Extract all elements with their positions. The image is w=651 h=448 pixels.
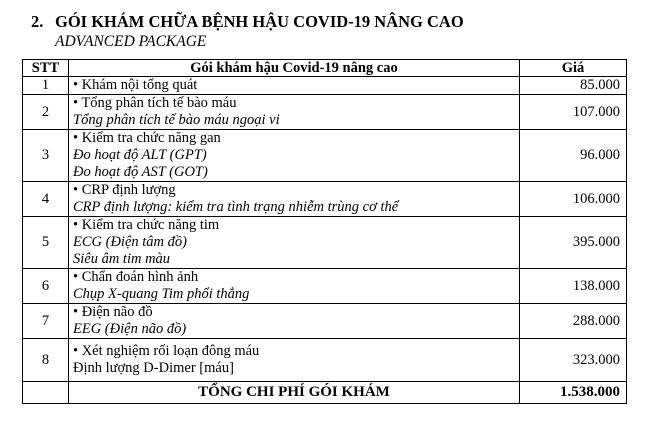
table-row <box>23 304 627 339</box>
row-stt: 7 <box>23 304 69 339</box>
table-row <box>23 269 627 304</box>
row-price: 323.000 <box>520 339 627 382</box>
section-heading <box>31 12 464 32</box>
row-item-title: • Chẩn đoán hình ảnh <box>73 269 199 285</box>
row-stt: 2 <box>23 95 69 130</box>
row-item-detail: ECG (Điện tâm đồ) <box>73 234 187 250</box>
row-stt: 1 <box>23 77 69 95</box>
row-item-title: • Điện não đồ <box>73 304 153 320</box>
table-row <box>23 217 627 269</box>
row-stt: 6 <box>23 269 69 304</box>
row-item-detail: CRP định lượng: kiểm tra tình trạng nhiễm trùng cơ thể <box>73 199 399 215</box>
table-row <box>23 95 627 130</box>
table-body <box>23 77 627 382</box>
row-stt: 5 <box>23 217 69 269</box>
row-item-title: • CRP định lượng <box>73 182 176 198</box>
row-item-title: • Kiểm tra chức năng gan <box>73 130 221 146</box>
table-row <box>23 130 627 182</box>
section-number: 2. <box>31 12 44 31</box>
section-title: GÓI KHÁM CHỮA BỆNH HẬU COVID-19 NÂNG CAO <box>55 12 464 31</box>
row-item-title: • Tổng phân tích tế bào máu <box>73 95 237 111</box>
row-item-title: • Kiểm tra chức năng tim <box>73 217 220 233</box>
row-item-title: • Khám nội tổng quát <box>73 77 198 93</box>
header-stt: STT <box>23 60 69 77</box>
row-item-detail: Đo hoạt độ ALT (GPT) <box>73 147 207 163</box>
table-row <box>23 77 627 95</box>
row-price: 288.000 <box>520 304 627 339</box>
row-description <box>69 182 520 217</box>
row-description <box>69 95 520 130</box>
row-description <box>69 217 520 269</box>
row-price: 106.000 <box>520 182 627 217</box>
row-stt: 4 <box>23 182 69 217</box>
row-description <box>69 130 520 182</box>
row-description <box>69 304 520 339</box>
section-subtitle: ADVANCED PACKAGE <box>55 33 207 50</box>
row-item-detail: EEG (Điện não đồ) <box>73 321 187 337</box>
row-item-detail: Định lượng D-Dimer [máu] <box>73 360 234 376</box>
row-stt: 3 <box>23 130 69 182</box>
header-package: Gói khám hậu Covid-19 nâng cao <box>69 60 520 77</box>
table-row <box>23 182 627 217</box>
row-description <box>69 339 520 382</box>
total-value: 1.538.000 <box>520 382 627 404</box>
row-price: 96.000 <box>520 130 627 182</box>
row-item-detail: Tổng phân tích tế bào máu ngoại vi <box>73 112 280 128</box>
row-item-title: • Xét nghiệm rối loạn đông máu <box>73 343 260 359</box>
row-price: 138.000 <box>520 269 627 304</box>
row-item-detail: Chụp X-quang Tim phổi thẳng <box>73 286 250 302</box>
row-price: 107.000 <box>520 95 627 130</box>
header-price: Giá <box>520 60 627 77</box>
total-row <box>23 382 627 404</box>
package-price-table <box>22 59 627 404</box>
row-item-detail: Đo hoạt độ AST (GOT) <box>73 164 208 180</box>
table-row <box>23 339 627 382</box>
row-description <box>69 269 520 304</box>
row-stt: 8 <box>23 339 69 382</box>
table-header-row <box>23 60 627 77</box>
total-label: TỔNG CHI PHÍ GÓI KHÁM <box>69 382 520 404</box>
row-price: 395.000 <box>520 217 627 269</box>
row-item-detail: Siêu âm tim màu <box>73 251 171 267</box>
row-description <box>69 77 520 95</box>
row-price: 85.000 <box>520 77 627 95</box>
total-empty-cell <box>23 382 69 404</box>
